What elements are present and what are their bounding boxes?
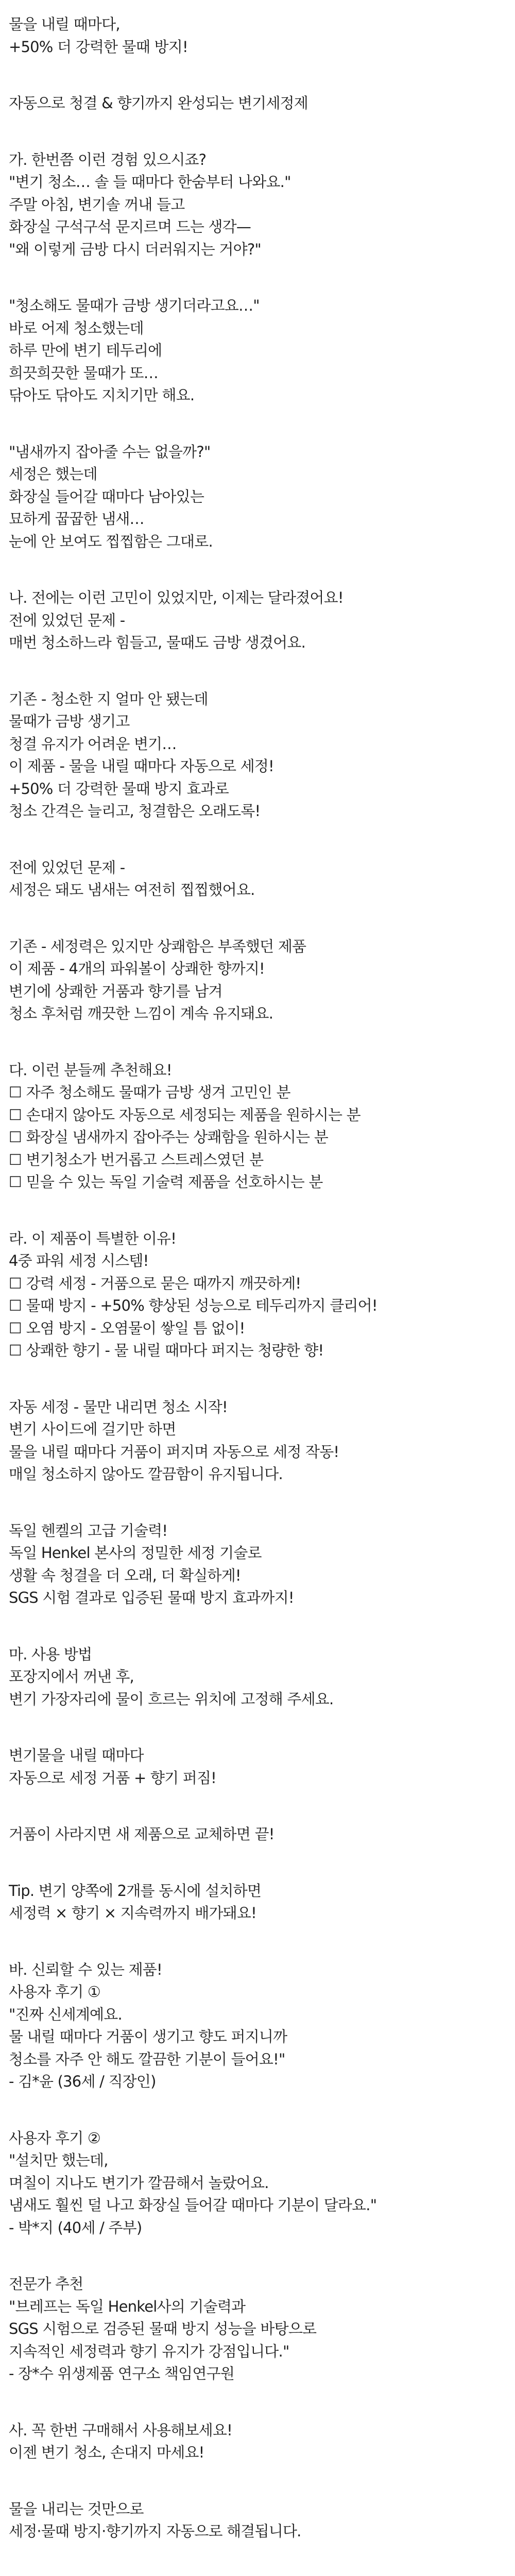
- text-line: SGS 시험으로 검증된 물때 방지 성능을 바탕으로: [9, 2320, 317, 2337]
- text-paragraph: [9, 1059, 497, 1194]
- text-line: ☐ 자주 청소해도 물때가 금방 생겨 고민인 분: [9, 1083, 290, 1101]
- text-line: 바로 어제 청소했는데: [9, 319, 144, 337]
- text-line: 포장지에서 꺼낸 후,: [9, 1668, 134, 1685]
- text-line: +50% 더 강력한 물때 방지!: [9, 38, 188, 56]
- text-line: 가. 한번쯤 이런 경험 있으시죠?: [9, 150, 207, 168]
- text-line: 사. 꼭 한번 구매해서 사용해보세요!: [9, 2421, 232, 2439]
- text-line: 청소 후처럼 깨끗한 느낌이 계속 유지돼요.: [9, 1005, 273, 1022]
- text-paragraph: [9, 149, 497, 261]
- text-paragraph: [9, 2273, 497, 2385]
- text-paragraph: [9, 1396, 497, 1486]
- text-line: "청소해도 물때가 금방 생기더라고요…": [9, 297, 260, 314]
- text-line: 바. 신뢰할 수 있는 제품!: [9, 1960, 162, 1978]
- text-line: 전에 있었던 문제 -: [9, 858, 125, 876]
- text-paragraph: [9, 936, 497, 1025]
- text-line: 청소를 자주 안 해도 깔끔한 기분이 들어요!": [9, 2050, 285, 2068]
- text-line: 이 제품 - 물을 내릴 때마다 자동으로 세정!: [9, 757, 274, 775]
- text-line: - 장*수 위생제품 연구소 책임연구원: [9, 2365, 235, 2382]
- text-line: 희끗희끗한 물때가 또…: [9, 364, 158, 382]
- text-paragraph: [9, 2498, 497, 2543]
- text-line: +50% 더 강력한 물때 방지 효과로: [9, 779, 229, 798]
- text-line: ☐ 물때 방지 - +50% 향상된 성능으로 테두리까지 클리어!: [9, 1297, 377, 1314]
- text-line: 자동으로 세정 거품 + 향기 퍼짐!: [9, 1769, 216, 1787]
- text-line: 매번 청소하느라 힘들고, 물때도 금방 생겼어요.: [9, 634, 305, 651]
- text-line: 주말 아침, 변기솔 꺼내 들고: [9, 195, 185, 213]
- text-paragraph: [9, 2127, 497, 2240]
- text-line: 닦아도 닦아도 지치기만 해요.: [9, 386, 195, 404]
- text-paragraph: [9, 1823, 497, 1846]
- text-line: "진짜 신세계예요.: [9, 2005, 122, 2023]
- text-line: ☐ 오염 방지 - 오염물이 쌓일 틈 없이!: [9, 1319, 245, 1337]
- text-paragraph: [9, 441, 497, 553]
- text-line: 물때가 금방 생기고: [9, 713, 130, 730]
- text-line: "브레프는 독일 Henkel사의 기술력과: [9, 2297, 246, 2315]
- text-line: 하루 만에 변기 테두리에: [9, 342, 162, 359]
- text-paragraph: [9, 857, 497, 902]
- text-line: ☐ 손대지 않아도 자동으로 세정되는 제품을 원하시는 분: [9, 1106, 360, 1124]
- text-line: 변기물을 내릴 때마다: [9, 1747, 144, 1764]
- text-line: - 박*지 (40세 / 주부): [9, 2218, 142, 2236]
- text-paragraph: [9, 1520, 497, 1609]
- text-line: 자동 세정 - 물만 내리면 청소 시작!: [9, 1398, 228, 1416]
- text-line: 냄새도 훨씬 덜 나고 화장실 들어갈 때마다 기분이 달라요.": [9, 2196, 377, 2214]
- text-paragraph: [9, 1744, 497, 1789]
- text-line: 물을 내릴 때마다 거품이 퍼지며 자동으로 세정 작동!: [9, 1443, 339, 1461]
- text-line: 매일 청소하지 않아도 깔끔함이 유지됩니다.: [9, 1465, 283, 1483]
- text-line: 세정은 돼도 냄새는 여전히 찝찝했어요.: [9, 881, 255, 899]
- text-line: ☐ 상쾌한 향기 - 물 내릴 때마다 퍼지는 청량한 향!: [9, 1342, 324, 1359]
- text-line: 기존 - 세정력은 있지만 상쾌함은 부족했던 제품: [9, 937, 306, 955]
- text-line: 청소 간격은 늘리고, 청결함은 오래도록!: [9, 802, 261, 820]
- text-line: 눈에 안 보여도 찝찝함은 그대로.: [9, 532, 213, 550]
- text-line: 거품이 사라지면 새 제품으로 교체하면 끝!: [9, 1825, 274, 1843]
- text-line: 마. 사용 방법: [9, 1645, 92, 1663]
- text-line: ☐ 화장실 냄새까지 잡아주는 상쾌함을 원하시는 분: [9, 1128, 328, 1146]
- text-line: ☐ 강력 세정 - 거품으로 묻은 때까지 깨끗하게!: [9, 1274, 301, 1292]
- text-paragraph: [9, 13, 497, 58]
- text-line: 변기 사이드에 걸기만 하면: [9, 1420, 176, 1438]
- text-line: 물을 내릴 때마다,: [9, 15, 120, 33]
- text-line: Tip. 변기 양쪽에 2개를 동시에 설치하면: [9, 1882, 262, 1900]
- text-line: 세정은 했는데: [9, 465, 97, 483]
- text-line: ☐ 믿을 수 있는 독일 기술력 제품을 선호하시는 분: [9, 1173, 323, 1191]
- text-line: 자동으로 청결 & 향기까지 완성되는 변기세정제: [9, 94, 308, 112]
- text-line: SGS 시험 결과로 입증된 물때 방지 효과까지!: [9, 1589, 294, 1606]
- text-line: 화장실 구석구석 문지르며 드는 생각—: [9, 218, 251, 235]
- text-line: 지속적인 세정력과 향기 유지가 강점입니다.": [9, 2342, 289, 2360]
- text-line: 전에 있었던 문제 -: [9, 611, 125, 629]
- text-line: 청결 유지가 어려운 변기…: [9, 735, 177, 753]
- text-line: 다. 이런 분들께 추천해요!: [9, 1061, 172, 1079]
- text-paragraph: [9, 1228, 497, 1362]
- text-line: 묘하게 꿉꿉한 냄새…: [9, 510, 144, 528]
- text-paragraph: [9, 2419, 497, 2464]
- text-line: 전문가 추천: [9, 2275, 83, 2293]
- text-line: 화장실 들어갈 때마다 남아있는: [9, 487, 204, 505]
- text-paragraph: [9, 1959, 497, 2093]
- text-line: 생활 속 청결을 더 오래, 더 확실하게!: [9, 1566, 241, 1584]
- text-line: 변기에 상쾌한 거품과 향기를 남겨: [9, 982, 222, 1000]
- text-line: 변기 가장자리에 물이 흐르는 위치에 고정해 주세요.: [9, 1690, 334, 1708]
- text-line: "설치만 했는데,: [9, 2151, 108, 2169]
- text-line: 기존 - 청소한 지 얼마 안 됐는데: [9, 690, 208, 708]
- text-line: 라. 이 제품이 특별한 이유!: [9, 1229, 177, 1247]
- text-line: 며칠이 지나도 변기가 깔끔해서 놀랐어요.: [9, 2174, 269, 2192]
- text-line: 물을 내리는 것만으로: [9, 2500, 144, 2518]
- text-paragraph: [9, 295, 497, 407]
- text-paragraph: [9, 587, 497, 654]
- text-line: 물 내릴 때마다 거품이 생기고 향도 퍼지니까: [9, 2028, 287, 2045]
- text-line: "변기 청소… 솔 들 때마다 한숨부터 나와요.": [9, 173, 291, 191]
- text-line: 독일 헨켈의 고급 기술력!: [9, 1521, 168, 1539]
- text-line: 세정·물때 방지·향기까지 자동으로 해결됩니다.: [9, 2522, 301, 2540]
- text-line: 나. 전에는 이런 고민이 있었지만, 이제는 달라졌어요!: [9, 589, 344, 606]
- text-paragraph: [9, 1880, 497, 1925]
- text-line: "왜 이렇게 금방 다시 더러워지는 거야?": [9, 240, 261, 258]
- text-line: - 김*윤 (36세 / 직장인): [9, 2073, 156, 2090]
- text-line: 사용자 후기 ②: [9, 2129, 101, 2147]
- text-line: 이 제품 - 4개의 파워볼이 상쾌한 향까지!: [9, 960, 265, 977]
- text-line: 4중 파워 세정 시스템!: [9, 1252, 149, 1269]
- text-line: "냄새까지 잡아줄 수는 없을까?": [9, 443, 211, 461]
- text-paragraph: [9, 1643, 497, 1711]
- text-line: 세정력 × 향기 × 지속력까지 배가돼요!: [9, 1904, 256, 1922]
- text-paragraph: [9, 92, 497, 115]
- text-line: 이젠 변기 청소, 손대지 마세요!: [9, 2444, 204, 2461]
- text-line: ☐ 변기청소가 번거롭고 스트레스였던 분: [9, 1150, 264, 1168]
- text-line: 사용자 후기 ①: [9, 1983, 101, 2001]
- text-paragraph: [9, 688, 497, 823]
- text-line: 독일 Henkel 본사의 정밀한 세정 기술로: [9, 1544, 262, 1562]
